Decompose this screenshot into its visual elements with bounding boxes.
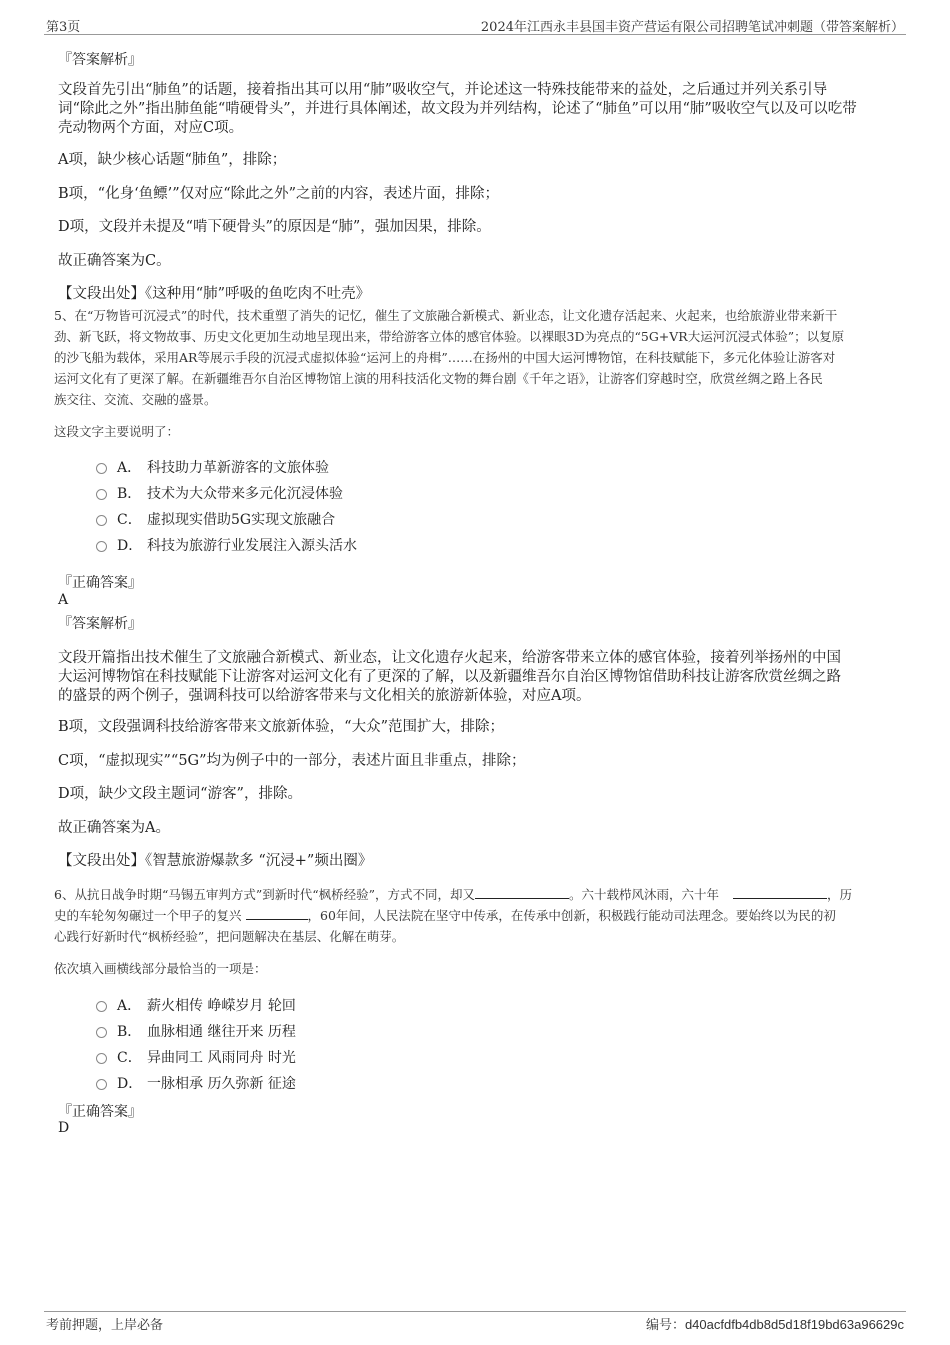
q6-stem-line-2 <box>54 905 836 926</box>
option-text: 技术为大众带来多元化沉浸体验 <box>147 486 343 502</box>
q5-stem-line: 5、在“万物皆可沉浸式”的时代，技术重塑了消失的记忆，催生了文旅融合新模式、新业态，让文化遗存活起来、火起来，也给旅游业带来新干 <box>54 308 838 323</box>
q6-option-a[interactable] <box>96 995 296 1015</box>
q6-option-d[interactable] <box>96 1073 296 1093</box>
q6-stem-text: ，60年间，人民法院在坚守中传承，在传承中创新，积极践行能动司法理念。要始终以为民的初 <box>307 908 836 923</box>
q4-analysis-line: 词“除此之外”指出肺鱼能“啃硬骨头”，并进行具体阐述，故文段为并列结构，论述了“肺鱼”可以用“肺”吸收空气以及可以吃带 <box>58 101 857 117</box>
q5-option-c[interactable] <box>96 509 335 529</box>
fill-blank-2 <box>733 884 827 899</box>
q5-analysis-option-d: D项，缺少文段主题词“游客”，排除。 <box>58 786 302 802</box>
option-text: 一脉相承 历久弥新 征途 <box>147 1076 296 1092</box>
option-letter: A． <box>117 998 142 1014</box>
q5-answer: A <box>58 592 69 608</box>
q6-option-c[interactable] <box>96 1047 296 1067</box>
option-letter: B． <box>117 486 142 502</box>
radio-icon[interactable] <box>96 541 107 552</box>
option-letter: D． <box>117 538 143 554</box>
radio-icon[interactable] <box>96 1079 107 1090</box>
q5-stem-line: 族交往、交流、交融的盛景。 <box>54 392 217 407</box>
q6-stem-line: 心践行好新时代“枫桥经验”，把问题解决在基层、化解在萌芽。 <box>54 929 405 944</box>
radio-icon[interactable] <box>96 1001 107 1012</box>
q6-stem-line-1 <box>54 884 852 905</box>
fill-blank-3 <box>246 905 308 920</box>
option-letter: C． <box>117 512 142 528</box>
radio-icon[interactable] <box>96 515 107 526</box>
footer-divider <box>44 1311 906 1312</box>
q4-source: 【文段出处】《这种用“肺”呼吸的鱼吃肉不吐壳》 <box>58 286 371 302</box>
q5-answer-label: 『正确答案』 <box>58 575 142 591</box>
q6-stem-text: 。六十载栉风沐雨，六十年 <box>569 887 720 902</box>
q5-source: 【文段出处】《智慧旅游爆款多 “沉浸+”频出圈》 <box>58 853 373 869</box>
code-label: 编号： <box>645 1318 685 1333</box>
q6-stem-text: 6、从抗日战争时期“马锡五审判方式”到新时代“枫桥经验”，方式不同，却又 <box>54 887 476 902</box>
q5-stem-line: 运河文化有了更深了解。在新疆维吾尔自治区博物馆上演的用科技活化文物的舞台剧《千年之语》，让游客们穿越时空，欣赏丝绸之路上各民 <box>54 371 823 386</box>
q4-analysis-option-b: B项，“化身‘鱼鳔’”仅对应“除此之外”之前的内容，表述片面，排除； <box>58 186 500 202</box>
q5-analysis-line: 文段开篇指出技术催生了文旅融合新模式、新业态，让文化遗存火起来，给游客带来立体的感官体验，接着列举扬州的中国 <box>58 650 841 666</box>
document-code <box>646 1314 904 1333</box>
q4-analysis-line: 壳动物两个方面，对应C项。 <box>58 120 244 136</box>
document-title: 2024年江西永丰县国丰资产营运有限公司招聘笔试冲刺题（带答案解析） <box>480 20 904 35</box>
q5-analysis-line: 大运河博物馆在科技赋能下让游客对运河文化有了更深的了解，以及新疆维吾尔自治区博物馆借助科技让游客欣赏丝绸之路 <box>58 669 841 685</box>
q5-analysis-option-b: B项，文段强调科技给游客带来文旅新体验，“大众”范围扩大，排除； <box>58 719 504 735</box>
q6-option-b[interactable] <box>96 1021 296 1041</box>
option-letter: A． <box>117 460 142 476</box>
q5-stem-line: 的沙飞船为载体，采用AR等展示手段的沉浸式虚拟体验“运河上的舟楫”……在扬州的中国大运河博物馆，在科技赋能下，多元化体验让游客对 <box>54 350 836 365</box>
q6-stem-text: 史的车轮匆匆碾过一个甲子的复兴 <box>54 908 242 923</box>
option-text: 科技助力革新游客的文旅体验 <box>147 460 329 476</box>
option-text: 虚拟现实借助5G实现文旅融合 <box>147 512 336 528</box>
q4-analysis-option-a: A项，缺少核心话题“肺鱼”，排除； <box>58 152 287 168</box>
page-number: 第3页 <box>46 20 81 35</box>
q5-prompt: 这段文字主要说明了： <box>54 424 180 439</box>
q5-option-a[interactable] <box>96 457 329 477</box>
q5-analysis-line: 的盛景的两个例子，强调科技可以给游客带来与文化相关的旅游新体验，对应A项。 <box>58 688 591 704</box>
q4-analysis-option-d: D项，文段并未提及“啃下硬骨头”的原因是“肺”，强加因果，排除。 <box>58 219 491 235</box>
q6-answer: D <box>58 1120 70 1136</box>
option-text: 科技为旅游行业发展注入源头活水 <box>147 538 357 554</box>
q4-conclusion: 故正确答案为C。 <box>58 253 171 269</box>
q5-stem-line: 劲、新飞跃，将文物故事、历史文化更加生动地呈现出来，带给游客立体的感官体验。以裸眼3D为亮点的“5G+VR大运河沉浸式体验”；以复原 <box>54 329 845 344</box>
code-value: d40acfdfb4db8d5d18f19bd63a96629c <box>684 1317 904 1332</box>
option-text: 异曲同工 风雨同舟 时光 <box>147 1050 296 1066</box>
q5-analysis-label: 『答案解析』 <box>58 616 142 632</box>
q5-option-d[interactable] <box>96 535 357 555</box>
q4-analysis-label: 『答案解析』 <box>58 52 142 68</box>
q6-stem-text: ，历 <box>827 887 853 902</box>
q5-analysis-option-c: C项，“虚拟现实”“5G”均为例子中的一部分，表述片面且非重点，排除； <box>58 753 526 769</box>
option-text: 薪火相传 峥嵘岁月 轮回 <box>147 998 296 1014</box>
option-letter: C． <box>117 1050 142 1066</box>
radio-icon[interactable] <box>96 489 107 500</box>
q5-option-b[interactable] <box>96 483 343 503</box>
q5-conclusion: 故正确答案为A。 <box>58 820 170 836</box>
option-letter: B． <box>117 1024 142 1040</box>
option-text: 血脉相通 继往开来 历程 <box>147 1024 296 1040</box>
radio-icon[interactable] <box>96 463 107 474</box>
option-letter: D． <box>117 1076 143 1092</box>
header-divider <box>44 34 906 35</box>
footer-slogan: 考前押题，上岸必备 <box>46 1318 164 1333</box>
radio-icon[interactable] <box>96 1027 107 1038</box>
radio-icon[interactable] <box>96 1053 107 1064</box>
q6-prompt: 依次填入画横线部分最恰当的一项是： <box>54 961 267 976</box>
fill-blank-1 <box>475 884 569 899</box>
q6-answer-label: 『正确答案』 <box>58 1104 142 1120</box>
q4-analysis-line: 文段首先引出“肺鱼”的话题，接着指出其可以用“肺”吸收空气，并论述这一特殊技能带来的益处，之后通过并列关系引导 <box>58 82 828 98</box>
